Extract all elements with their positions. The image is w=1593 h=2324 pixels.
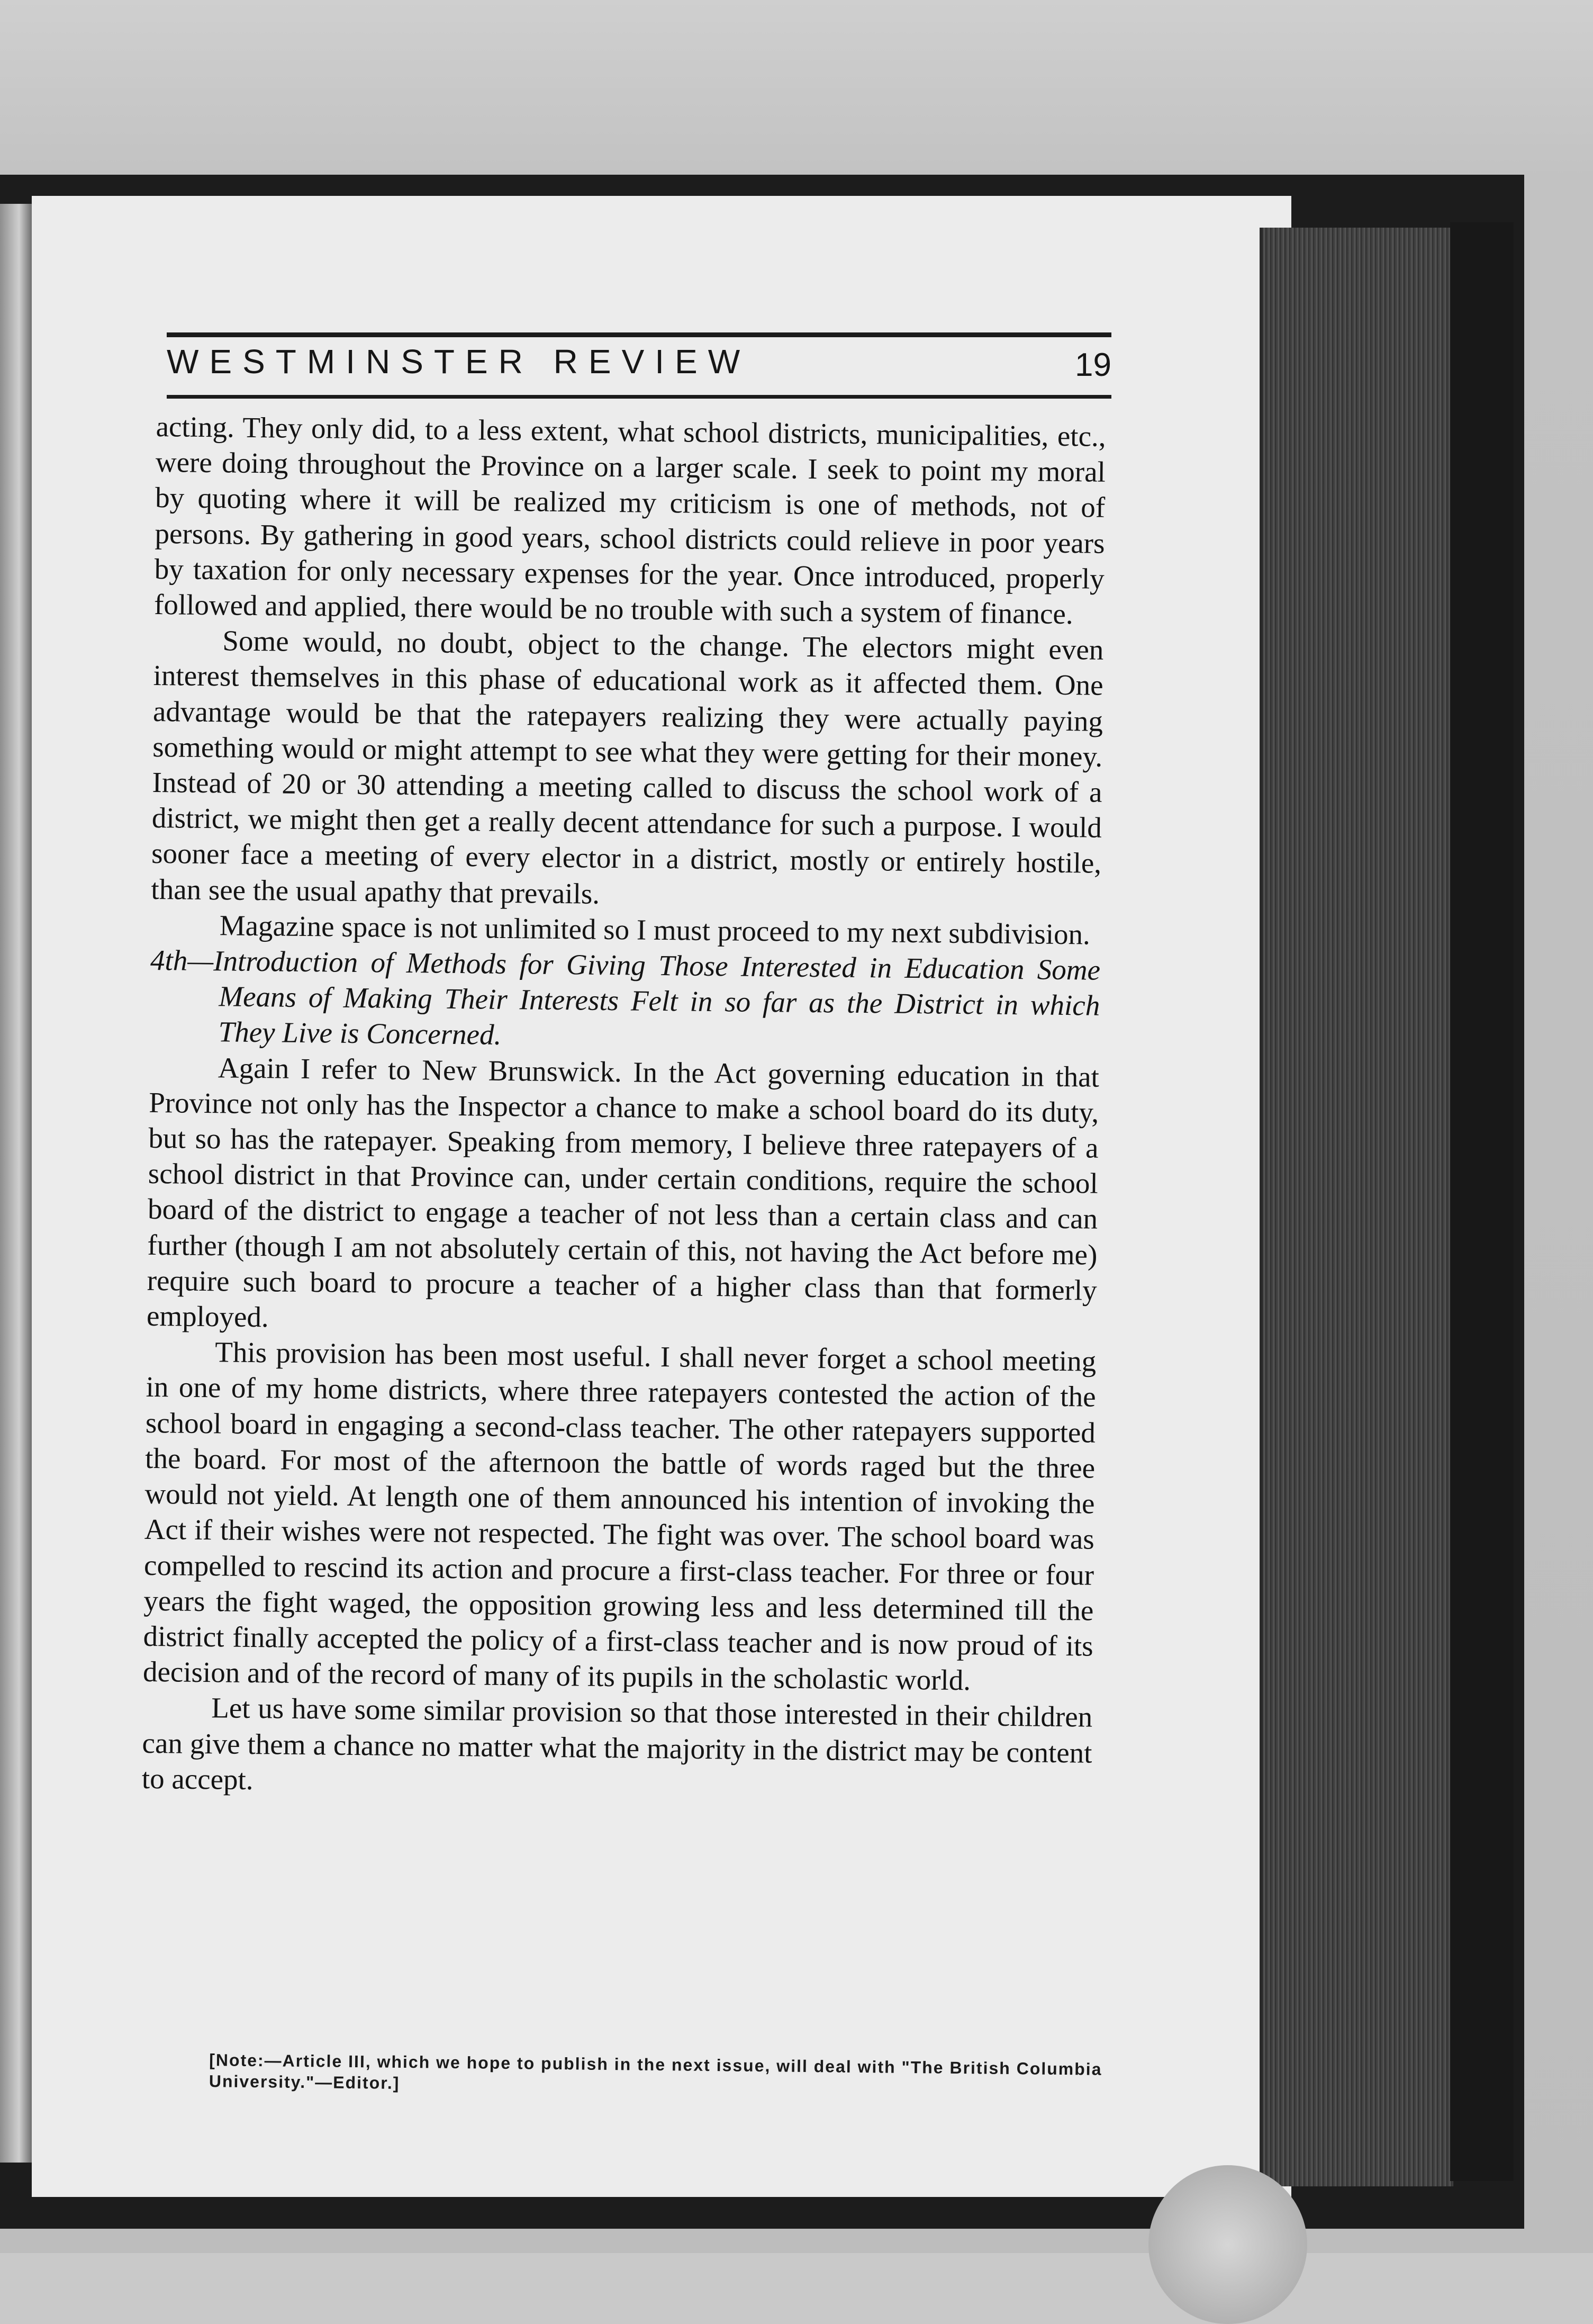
editor-note: [Note:—Article III, which we hope to publish in the next issue, will deal with "The British Columbia University."—Editor.]	[209, 2050, 1102, 2093]
book-cover-edge	[1450, 222, 1514, 2181]
journal-title: WESTMINSTER REVIEW	[167, 343, 751, 381]
header-rule-bottom	[167, 395, 1111, 399]
running-header	[167, 332, 1111, 401]
weight-disc	[1148, 2165, 1307, 2324]
paragraph-1: acting. They only did, to a less extent, what school districts, municipalities, etc., were doing throughout the Province on a larger scale. I seek to point my moral by quoting where it will be realized my criticism is one of methods, not of persons. By gathering in good years, school districts could relieve in poor years by taxation for only necessary expenses for the year. Once introduced, properly followed and applied, there would be no trouble with such a system of finance.	[153, 410, 1106, 630]
paragraph-5: This provision has been most useful. I shall never forget a school meeting in one of my home districts, where three ratepayers contested the action of the school board in engaging a second-class teacher. The other ratepayers supported the board. For most of the afternoon the battle of words raged but the three would not yield. At length one of them announced his intention of invoking the Act if their wishes were not respected. The fight was over. The school board was compelled to rescind its action and procure a first-class teacher. For three or four years the fight waged, the opposition growing less and less determined till the district finally accepted the policy of a first-class teacher and is now proud of its decision and of the record of many of its pupils in the scholastic world.	[142, 1336, 1097, 1697]
paragraph-2: Some would, no doubt, object to the change. The electors might even interest themselves in this phase of educational work as it affected them. One advantage would be that the ratepayers realizing they were actually paying something would or might attempt to see what they were getting for their money. Instead of 20 or 30 attending a meeting called to discuss the school work of a district, we might then get a really decent attendance for such a purpose. I would sooner face a meeting of every elector in a district, mostly or entirely hostile, than see the usual apathy that prevails.	[151, 624, 1104, 910]
page-fore-edge	[1260, 228, 1453, 2186]
paragraph-3: Magazine space is not unlimited so I must proceed to my next subdivision.	[219, 909, 1091, 951]
paragraph-6: Let us have some similar provision so that those interested in their children can give them a chance no matter what the majority in the district may be content to accept.	[141, 1691, 1093, 1796]
paragraph-4: Again I refer to New Brunswick. In the Act governing education in that Province not only has the Inspector a chance to make a school board do its duty, but so has the ratepayer. Speaking from memory, I believe three ratepayers of a school district in that Province can, under certain conditions, require the school board of the district to engage a teacher of not less than a certain class and can further (though I am not absolutely certain of this, not having the Act before me) require such board to procure a teacher of a higher class than that formerly employed.	[146, 1051, 1100, 1334]
page-number: 19	[1075, 347, 1111, 383]
article-body	[142, 409, 1106, 1806]
header-rule-top	[167, 332, 1111, 337]
left-page-edge	[0, 204, 32, 2163]
section-heading: 4th—Introduction of Methods for Giving Those Interested in Education Some Means of Making Their Interests Felt in so far as the District in which They Live is Concerned.	[150, 943, 1101, 1051]
